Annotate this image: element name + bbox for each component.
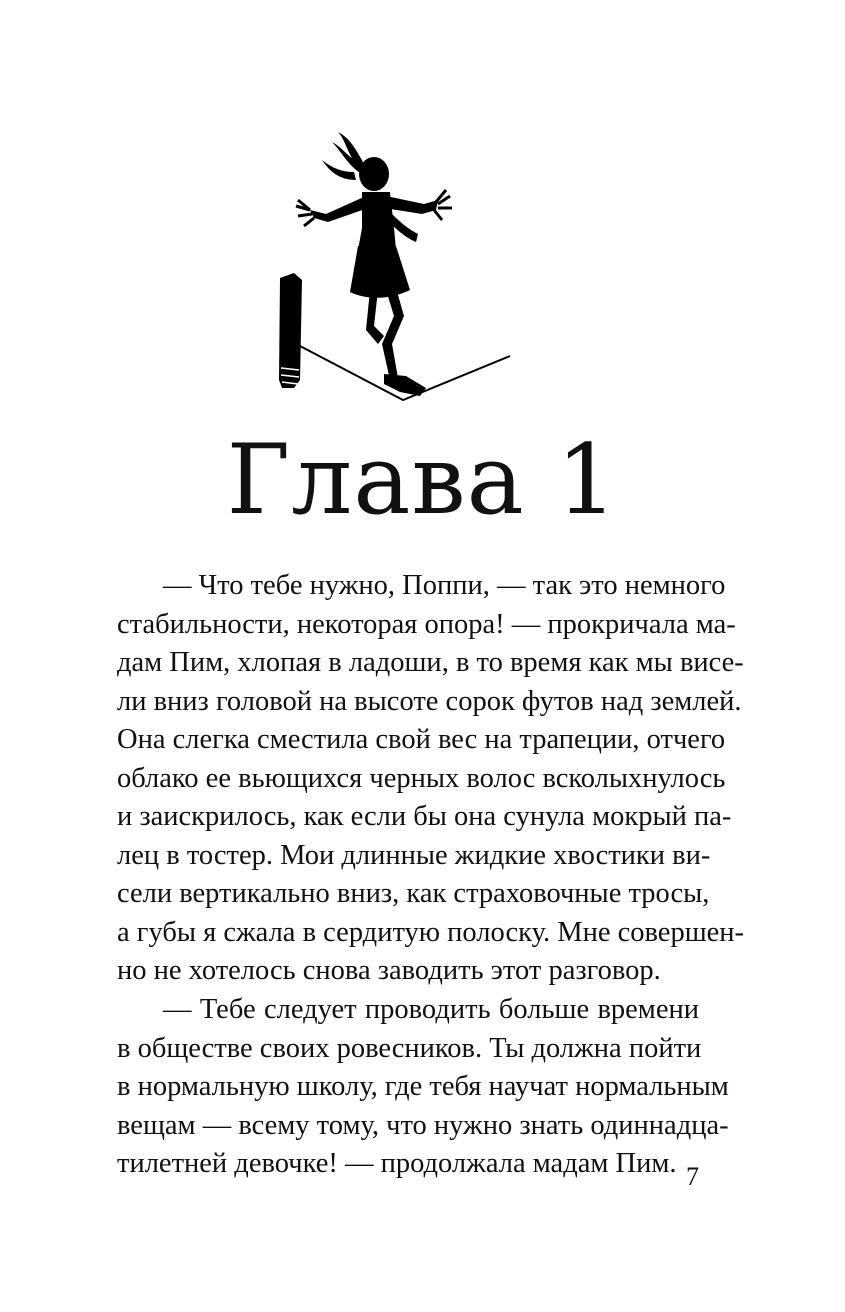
text-line: в нормальную школу, где тебя научат нормальным [117,1071,729,1103]
chapter-title: Глава 1 [226,424,619,536]
page-number: 7 [686,1162,699,1191]
text-line: и заискрилось, как если бы она сунула мокрый па- [117,801,732,833]
text-line: а губы я сжала в сердитую полоску. Мне совершен- [117,916,745,948]
text-line: сели вертикально вниз, как страховочные тросы, [117,878,710,910]
girl-on-tightrope-silhouette-icon [270,130,530,415]
text-line: тилетней девочке! — продолжала мадам Пим. [117,1148,677,1180]
text-line: ли вниз головой на высоте сорок футов над землей. [117,685,742,717]
text-line: вещам — всему тому, что нужно знать одиннадца- [117,1109,729,1141]
chapter-body-text [117,567,745,1184]
text-line: — Что тебе нужно, Поппи, — так это немного [163,570,726,601]
text-line: облако ее вьющихся черных волос всколыхнулось [117,762,726,794]
text-line: но не хотелось снова заводить этот разговор. [117,955,661,987]
text-line: стабильности, некоторая опора! — прокричала ма- [117,608,736,640]
tightrope-post [279,273,302,388]
text-line: — Тебе следует проводить больше времени [163,994,699,1026]
text-line: дам Пим, хлопая в ладоши, в то время как мы висе- [117,647,744,679]
text-line: в обществе своих ровесников. Ты должна пойти [117,1032,702,1064]
text-line: Она слегка сместила свой вес на трапеции, отчего [117,724,726,756]
text-line: лец в тостер. Мои длинные жидкие хвостики ви- [117,839,711,871]
